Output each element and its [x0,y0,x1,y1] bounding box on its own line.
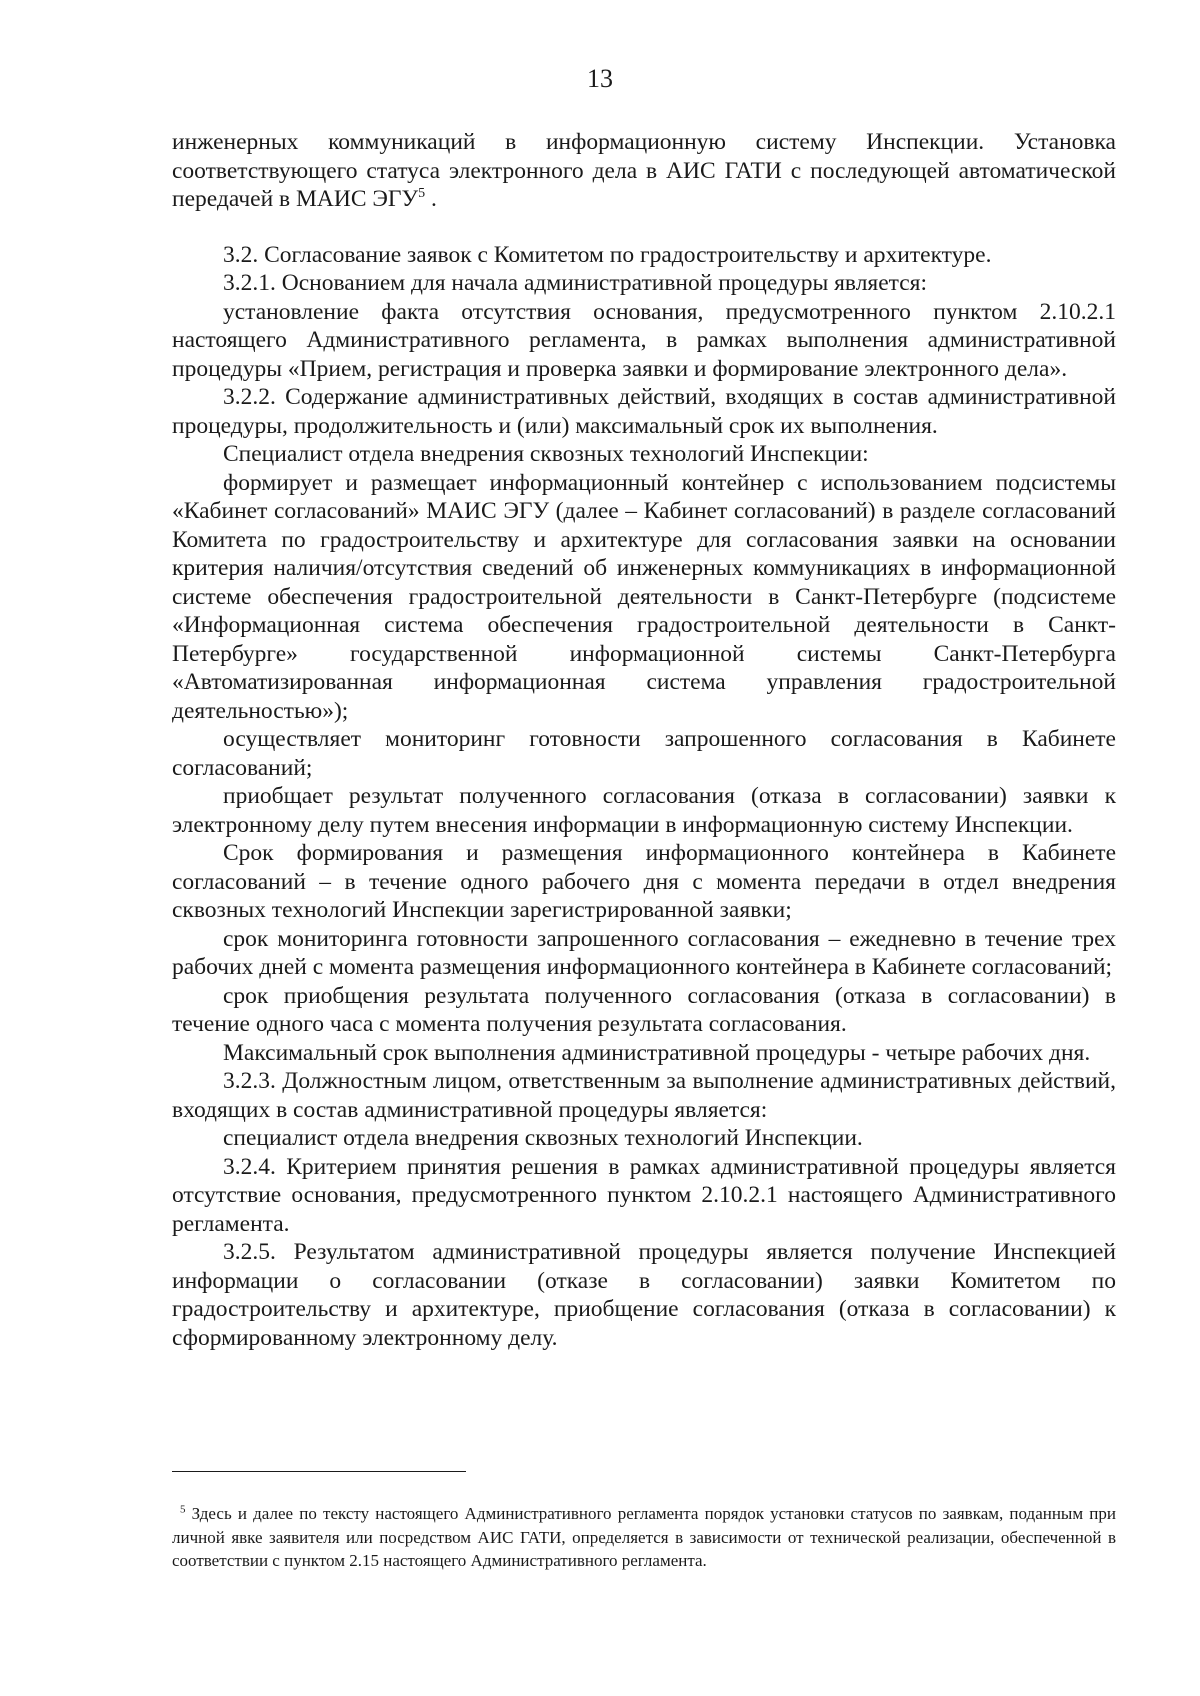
page-number: 13 [587,64,613,93]
paragraph: Максимальный срок выполнения административной процедуры - четыре рабочих дня. [223,1039,1091,1066]
subsection-3-2-2: 3.2.2. Содержание административных действий, входящих в состав административной процедуры, продолжительность и (или) максимальный срок их выполнения. [172,384,1116,439]
paragraph: срок мониторинга готовности запрошенного согласования – ежедневно в течение трех рабочих дней с момента размещения информационного контейнера в Кабинете согласований; [172,925,1116,980]
paragraph: специалист отдела внедрения сквозных технологий Инспекции. [223,1125,863,1151]
subsection-3-2-3: 3.2.3. Должностным лицом, ответственным за выполнение административных действий, входящих в состав административной процедуры является: [172,1068,1116,1123]
paragraph: Специалист отдела внедрения сквозных технологий Инспекции: [223,441,869,467]
paragraph: осуществляет мониторинг готовности запрошенного согласования в Кабинете согласований; [172,726,1116,781]
footnote-reference[interactable]: 5 [418,186,426,202]
footnote [172,1502,1116,1573]
subsection-3-2-4: 3.2.4. Критерием принятия решения в рамках административной процедуры является отсутствие основания, предусмотренного пунктом 2.10.2.1 настоящего Административного регламента. [172,1153,1116,1237]
paragraph: установление факта отсутствия основания, предусмотренного пунктом 2.10.2.1 настоящего Административного регламента, в рамках выполнения административной процедуры «Прием, регистрация и проверка заявки и формирование электронного дела». [172,298,1116,382]
paragraph-continuation: инженерных коммуникаций в информационную систему Инспекции. Установка соответствующего статуса электронного дела в АИС ГАТИ с последующей автоматической передачей в МАИС ЭГУ$^5$ . [172,129,1116,212]
subsection-3-2-5: 3.2.5. Результатом административной процедуры является получение Инспекцией информации о согласовании (отказе в согласовании) заявки Комитетом по градостроительству и архитектуре, приобщение согласования (отказа в согласовании) к сформированному электронному делу. [172,1239,1116,1351]
paragraph: формирует и размещает информационный контейнер с использованием подсистемы «Кабинет согласований» МАИС ЭГУ (далее – Кабинет согласований) в разделе согласований Комитета по градостроительству и архитектуре для согласования заявки на основании критерия наличия/отсутствия сведений об инженерных коммуникациях в информационной системе обеспечения градостроительной деятельности в Санкт-Петербурге (подсистеме «Информационная система обеспечения градостроительной деятельности в Санкт-Петербурге» государственной информационной системы Санкт-Петербурга «Автоматизированная информационная система управления градостроительной деятельностью»); [172,469,1116,724]
subsection-3-2-1: 3.2.1. Основанием для начала административной процедуры является: [223,270,927,296]
footnote-divider [172,1471,466,1472]
paragraph: срок приобщения результата полученного согласования (отказа в согласовании) в течение одного часа с момента получения результата согласования. [172,982,1116,1037]
footnote-text: Здесь и далее по тексту настоящего Административного регламента порядок установки статусов по заявкам, поданным при личной явке заявителя или посредством АИС ГАТИ, определяется в зависимости от технической реализации, обеспеченной в соответствии с пунктом 2.15 настоящего Административного регламента. [172,1504,1116,1570]
paragraph: Срок формирования и размещения информационного контейнера в Кабинете согласований – в течение одного рабочего дня с момента передачи в отдел внедрения сквозных технологий Инспекции зарегистрированной заявки; [172,840,1116,923]
body-text [172,128,1116,1352]
section-heading-3-2: 3.2. Согласование заявок с Комитетом по градостроительству и архитектуре. [223,241,992,268]
footnote-marker: 5 [180,1503,186,1516]
paragraph: приобщает результат полученного согласования (отказа в согласовании) заявки к электронному делу путем внесения информации в информационную систему Инспекции. [172,783,1116,838]
